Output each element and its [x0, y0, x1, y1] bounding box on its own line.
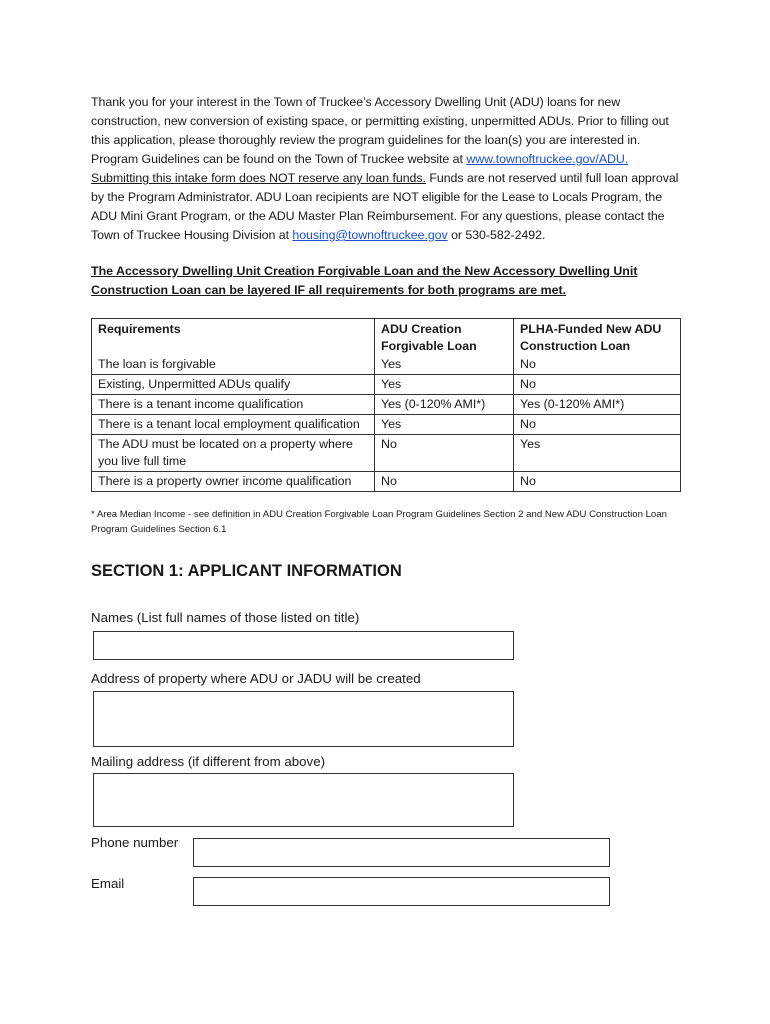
intro-paragraph: [91, 93, 681, 245]
adu-creation-cell: No: [375, 435, 514, 472]
reservation-notice: Submitting this intake form does NOT reserve any loan funds.: [91, 171, 426, 185]
plha-cell: No: [514, 472, 681, 492]
intro-text-1: Thank you for your interest in the Town of Truckee’s Accessory Dwelling Unit (ADU) loans for new construction, new conversion of existing space, or permitting existing, unpermitted ADUs. Prior to filling out this application, please thoroughly review the program guidelines for the loan(s) you are interested in. Program Guidelines can be found on the Town of Truckee website at: [91, 95, 669, 166]
section-1-title: SECTION 1: APPLICANT INFORMATION: [91, 562, 402, 580]
plha-cell: No: [514, 415, 681, 435]
requirement-cell: The loan is forgivable: [92, 355, 375, 375]
intro-text-3: or 530-582-2492.: [447, 228, 546, 242]
email-input[interactable]: [193, 877, 610, 906]
table-row: [92, 355, 681, 375]
table-header-row: [92, 319, 681, 356]
requirement-cell: There is a tenant income qualification: [92, 395, 375, 415]
phone-label: Phone number: [91, 835, 179, 850]
adu-website-link[interactable]: www.townoftruckee.gov/ADU.: [466, 152, 629, 166]
requirement-cell: There is a property owner income qualification: [92, 472, 375, 492]
requirement-cell: Existing, Unpermitted ADUs qualify: [92, 375, 375, 395]
plha-cell: Yes: [514, 435, 681, 472]
names-input[interactable]: [93, 631, 514, 660]
email-label: Email: [91, 876, 125, 891]
table-row: [92, 472, 681, 492]
intro-text-2: Funds are not reserved until full loan approval by the Program Administrator. ADU Loan recipients are NOT eligible for the Lease to Locals Program, the ADU Mini Grant Program, or the ADU Master Plan Reimbursement. For any questions, please contact the Town of Truckee Housing Division at: [91, 171, 679, 242]
housing-email-link[interactable]: housing@townoftruckee.gov: [292, 228, 448, 242]
header-plha-construction: PLHA-Funded New ADU Construction Loan: [514, 319, 681, 356]
ami-footnote: * Area Median Income - see definition in ADU Creation Forgivable Loan Program Guidelines Section 2 and New ADU Construction Loan Program Guidelines Section 6.1: [91, 509, 667, 535]
adu-creation-cell: Yes: [375, 355, 514, 375]
table-row: [92, 415, 681, 435]
plha-cell: No: [514, 355, 681, 375]
adu-creation-cell: No: [375, 472, 514, 492]
header-adu-creation: ADU Creation Forgivable Loan: [375, 319, 514, 356]
requirement-cell: The ADU must be located on a property where you live full time: [92, 435, 375, 472]
property-address-label: Address of property where ADU or JADU will be created: [91, 671, 421, 686]
requirement-cell: There is a tenant local employment qualification: [92, 415, 375, 435]
phone-input[interactable]: [193, 838, 610, 867]
plha-cell: No: [514, 375, 681, 395]
adu-creation-cell: Yes: [375, 375, 514, 395]
adu-creation-cell: Yes: [375, 415, 514, 435]
property-address-input[interactable]: [93, 691, 514, 747]
names-label: Names (List full names of those listed on title): [91, 610, 360, 625]
header-requirements: Requirements: [92, 319, 375, 356]
table-row: [92, 375, 681, 395]
requirements-table: [91, 318, 681, 492]
mailing-address-input[interactable]: [93, 773, 514, 827]
mailing-address-label: Mailing address (if different from above): [91, 754, 326, 769]
table-row: [92, 435, 681, 472]
plha-cell: Yes (0-120% AMI*): [514, 395, 681, 415]
layering-note: The Accessory Dwelling Unit Creation Forgivable Loan and the New Accessory Dwelling Unit Construction Loan can be layered IF all requirements for both programs are met.: [91, 264, 638, 297]
table-row: [92, 395, 681, 415]
adu-creation-cell: Yes (0-120% AMI*): [375, 395, 514, 415]
